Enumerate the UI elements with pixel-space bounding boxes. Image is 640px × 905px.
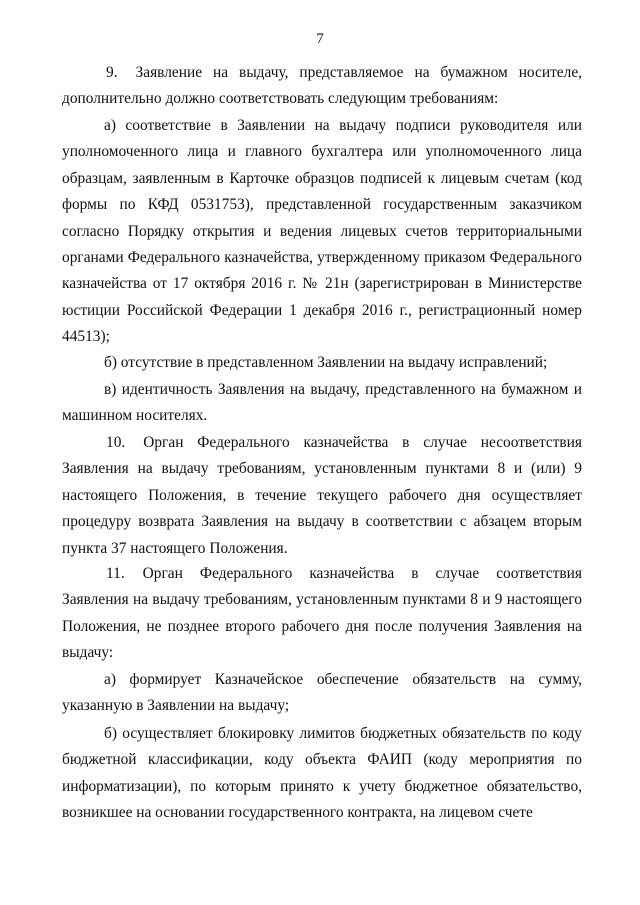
- paragraph-9-item-b: б) отсутствие в представленном Заявлении на выдачу исправлений;: [104, 354, 548, 371]
- paragraph-9-text: Заявление на выдачу, представляемое на бумажном носителе, дополнительно должно соответствовать следующим требованиям:: [62, 64, 582, 108]
- paragraph-10-number: 10.: [106, 434, 126, 451]
- paragraph-11: [62, 561, 582, 667]
- paragraph-9-item-a: а) соответствие в Заявлении на выдачу подписи руководителя или уполномоченного лица и главного бухгалтера или уполномоченного лица образцам, заявленным в Карточке образцов подписей к лицевым счетам (код формы по КФД 0531753), представленной государственным заказчиком согласно Порядку открытия и ведения лицевых счетов территориальными органами Федерального казначейства, утвержденному приказом Федерального казначейства от 17 октября 2016 г. № 21н (зарегистрирован в Министерстве юстиции Российской Федерации 1 декабря 2016 г., регистрационный номер 44513);: [62, 117, 582, 346]
- paragraph-10: [62, 430, 582, 562]
- paragraph-10-text: Орган Федерального казначейства в случае несоответствия Заявления на выдачу требованиям, установленным пунктами 8 и (или) 9 настоящего Положения, в течение текущего рабочего дня осуществляет процедуру возврата Заявления на выдачу в соответствии с абзацем вторым пункта 37 настоящего Положения.: [62, 434, 582, 557]
- paragraph-11-text: Орган Федерального казначейства в случае соответствия Заявления на выдачу требованиям, установленным пунктами 8 и 9 настоящего Положения, не позднее второго рабочего дня после получения Заявления на выдачу:: [62, 565, 582, 662]
- paragraph-11-item-a: а) формирует Казначейское обеспечение обязательств на сумму, указанную в Заявлении на выдачу;: [62, 671, 582, 715]
- paragraph-9-item-v: в) идентичность Заявления на выдачу, представленного на бумажном и машинном носителях.: [62, 381, 582, 425]
- paragraph-9-number: 9.: [106, 64, 118, 81]
- page-number: 7: [316, 31, 324, 47]
- paragraph-11-number: 11.: [106, 565, 125, 582]
- paragraph-9: [62, 60, 582, 113]
- paragraph-11-item-b: б) осуществляет блокировку лимитов бюджетных обязательств по коду бюджетной классификации, коду объекта ФАИП (коду мероприятия по информатизации), по которым принято к учету бюджетное обязательство, возникшее на основании государственного контракта, на лицевом счете: [62, 725, 582, 822]
